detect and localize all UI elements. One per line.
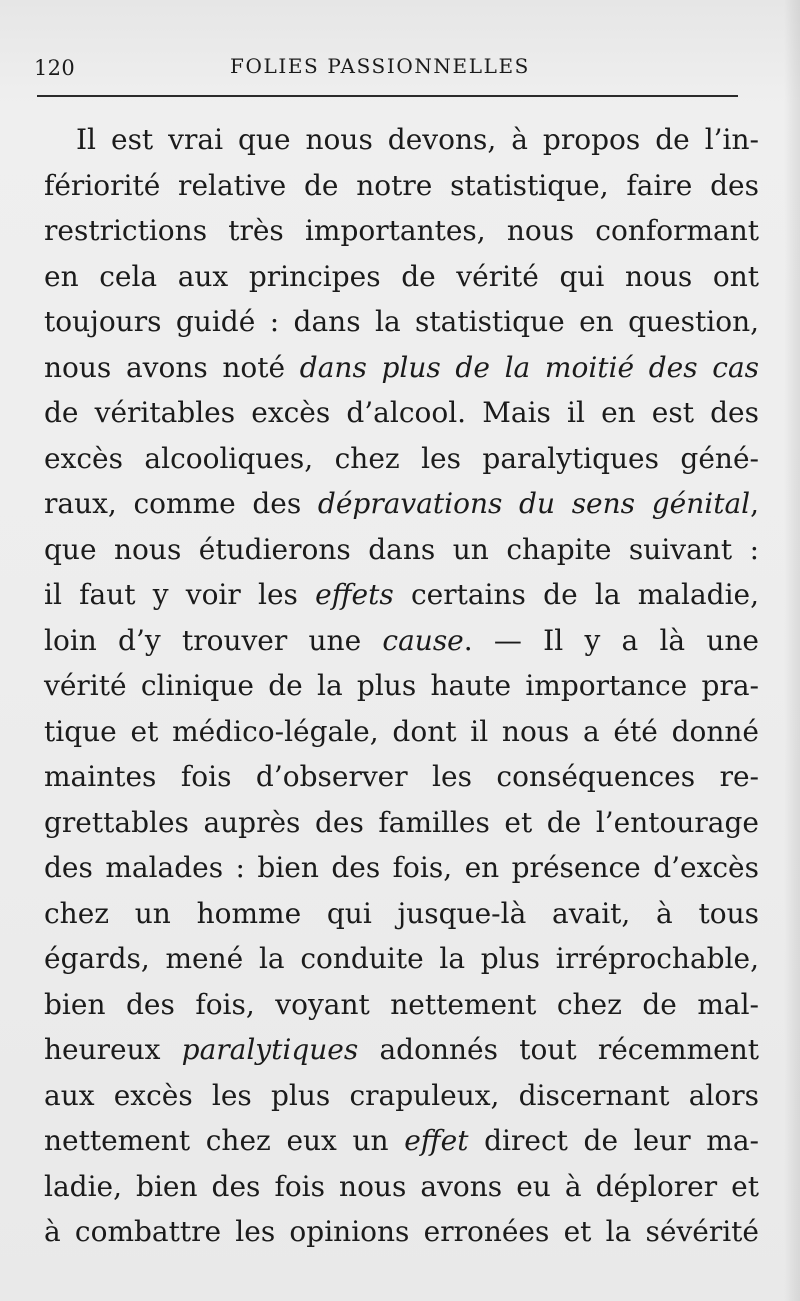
body-paragraph [44,117,759,1255]
text-line [44,1027,759,1073]
text-run: restrictions très importantes, nous conformant [44,214,759,247]
text-run: nettement chez eux un [44,1124,405,1157]
italic-phrase: paralytiques [181,1033,359,1066]
text-line [44,800,759,846]
text-run: direct de leur ma- [468,1124,759,1157]
text-line [44,572,759,618]
text-run: tique et médico-légale, dont il nous a été donné [44,714,759,748]
text-line [44,845,759,891]
text-line [44,390,759,436]
page-header [30,52,740,88]
text-run: égards, mené la conduite la plus irréprochable, [44,942,759,975]
text-run: . — Il y a là une [463,623,759,657]
text-line [44,436,759,482]
italic-phrase: dans plus de la moitié des cas [299,350,760,384]
italic-phrase: cause [382,623,464,657]
text-run: grettables auprès des familles et de l’entourage [44,805,759,839]
text-line [44,117,759,163]
italic-phrase: dépravations du sens génital [317,487,751,520]
text-line [44,891,759,937]
text-run: que nous étudierons dans un chapite suivant : [44,532,759,566]
text-run: bien des fois, voyant nettement chez de mal- [44,987,759,1021]
text-line [44,1073,759,1119]
text-run: certains de la maladie, [393,578,759,611]
text-run: des malades : bien des fois, en présence d’excès [44,851,759,884]
text-line [44,709,759,755]
text-run: fériorité relative de notre statistique, faire des [44,168,759,202]
text-run: aux excès les plus crapuleux, discernant alors [44,1078,759,1112]
text-line [44,1164,759,1210]
header-rule [37,95,738,97]
italic-phrase: effets [315,578,394,611]
text-run: excès alcooliques, chez les paralytiques géné- [44,441,759,475]
text-run: , [750,487,759,520]
text-run: heureux [44,1033,182,1066]
text-run: nous avons noté [44,350,300,384]
text-run: vérité clinique de la plus haute importance pra- [44,669,759,702]
text-run: il faut y voir les [44,578,316,611]
text-line [44,618,759,664]
text-line [44,754,759,800]
text-run: Il est vrai que nous devons, à propos de l’in- [76,123,759,156]
text-line [44,1118,759,1164]
text-line [44,663,759,709]
text-line [44,936,759,982]
text-run: toujours guidé : dans la statistique en question, [44,305,759,338]
text-run: maintes fois d’observer les conséquences re- [44,760,759,793]
text-line [44,982,759,1028]
text-run: chez un homme qui jusque-là avait, à tous [44,896,759,930]
text-line [44,527,759,573]
text-run: loin d’y trouver une [44,623,383,657]
text-line [44,208,759,254]
text-run: en cela aux principes de vérité qui nous ont [44,259,759,293]
text-line [44,345,759,391]
italic-phrase: effet [404,1124,469,1157]
text-line [44,163,759,209]
text-run: adonnés tout récemment [358,1033,759,1066]
text-line [44,254,759,300]
page-number: 120 [34,56,75,80]
running-title: FOLIES PASSIONNELLES [230,54,530,78]
page-edge-shadow [784,0,800,1301]
text-run: raux, comme des [44,487,318,520]
text-line [44,1209,759,1255]
text-line [44,481,759,527]
text-line [44,299,759,345]
text-run: de véritables excès d’alcool. Mais il en est des [44,396,759,429]
text-run: à combattre les opinions erronées et la sévérité [44,1215,759,1248]
text-run: ladie, bien des fois nous avons eu à déplorer et [44,1169,759,1203]
